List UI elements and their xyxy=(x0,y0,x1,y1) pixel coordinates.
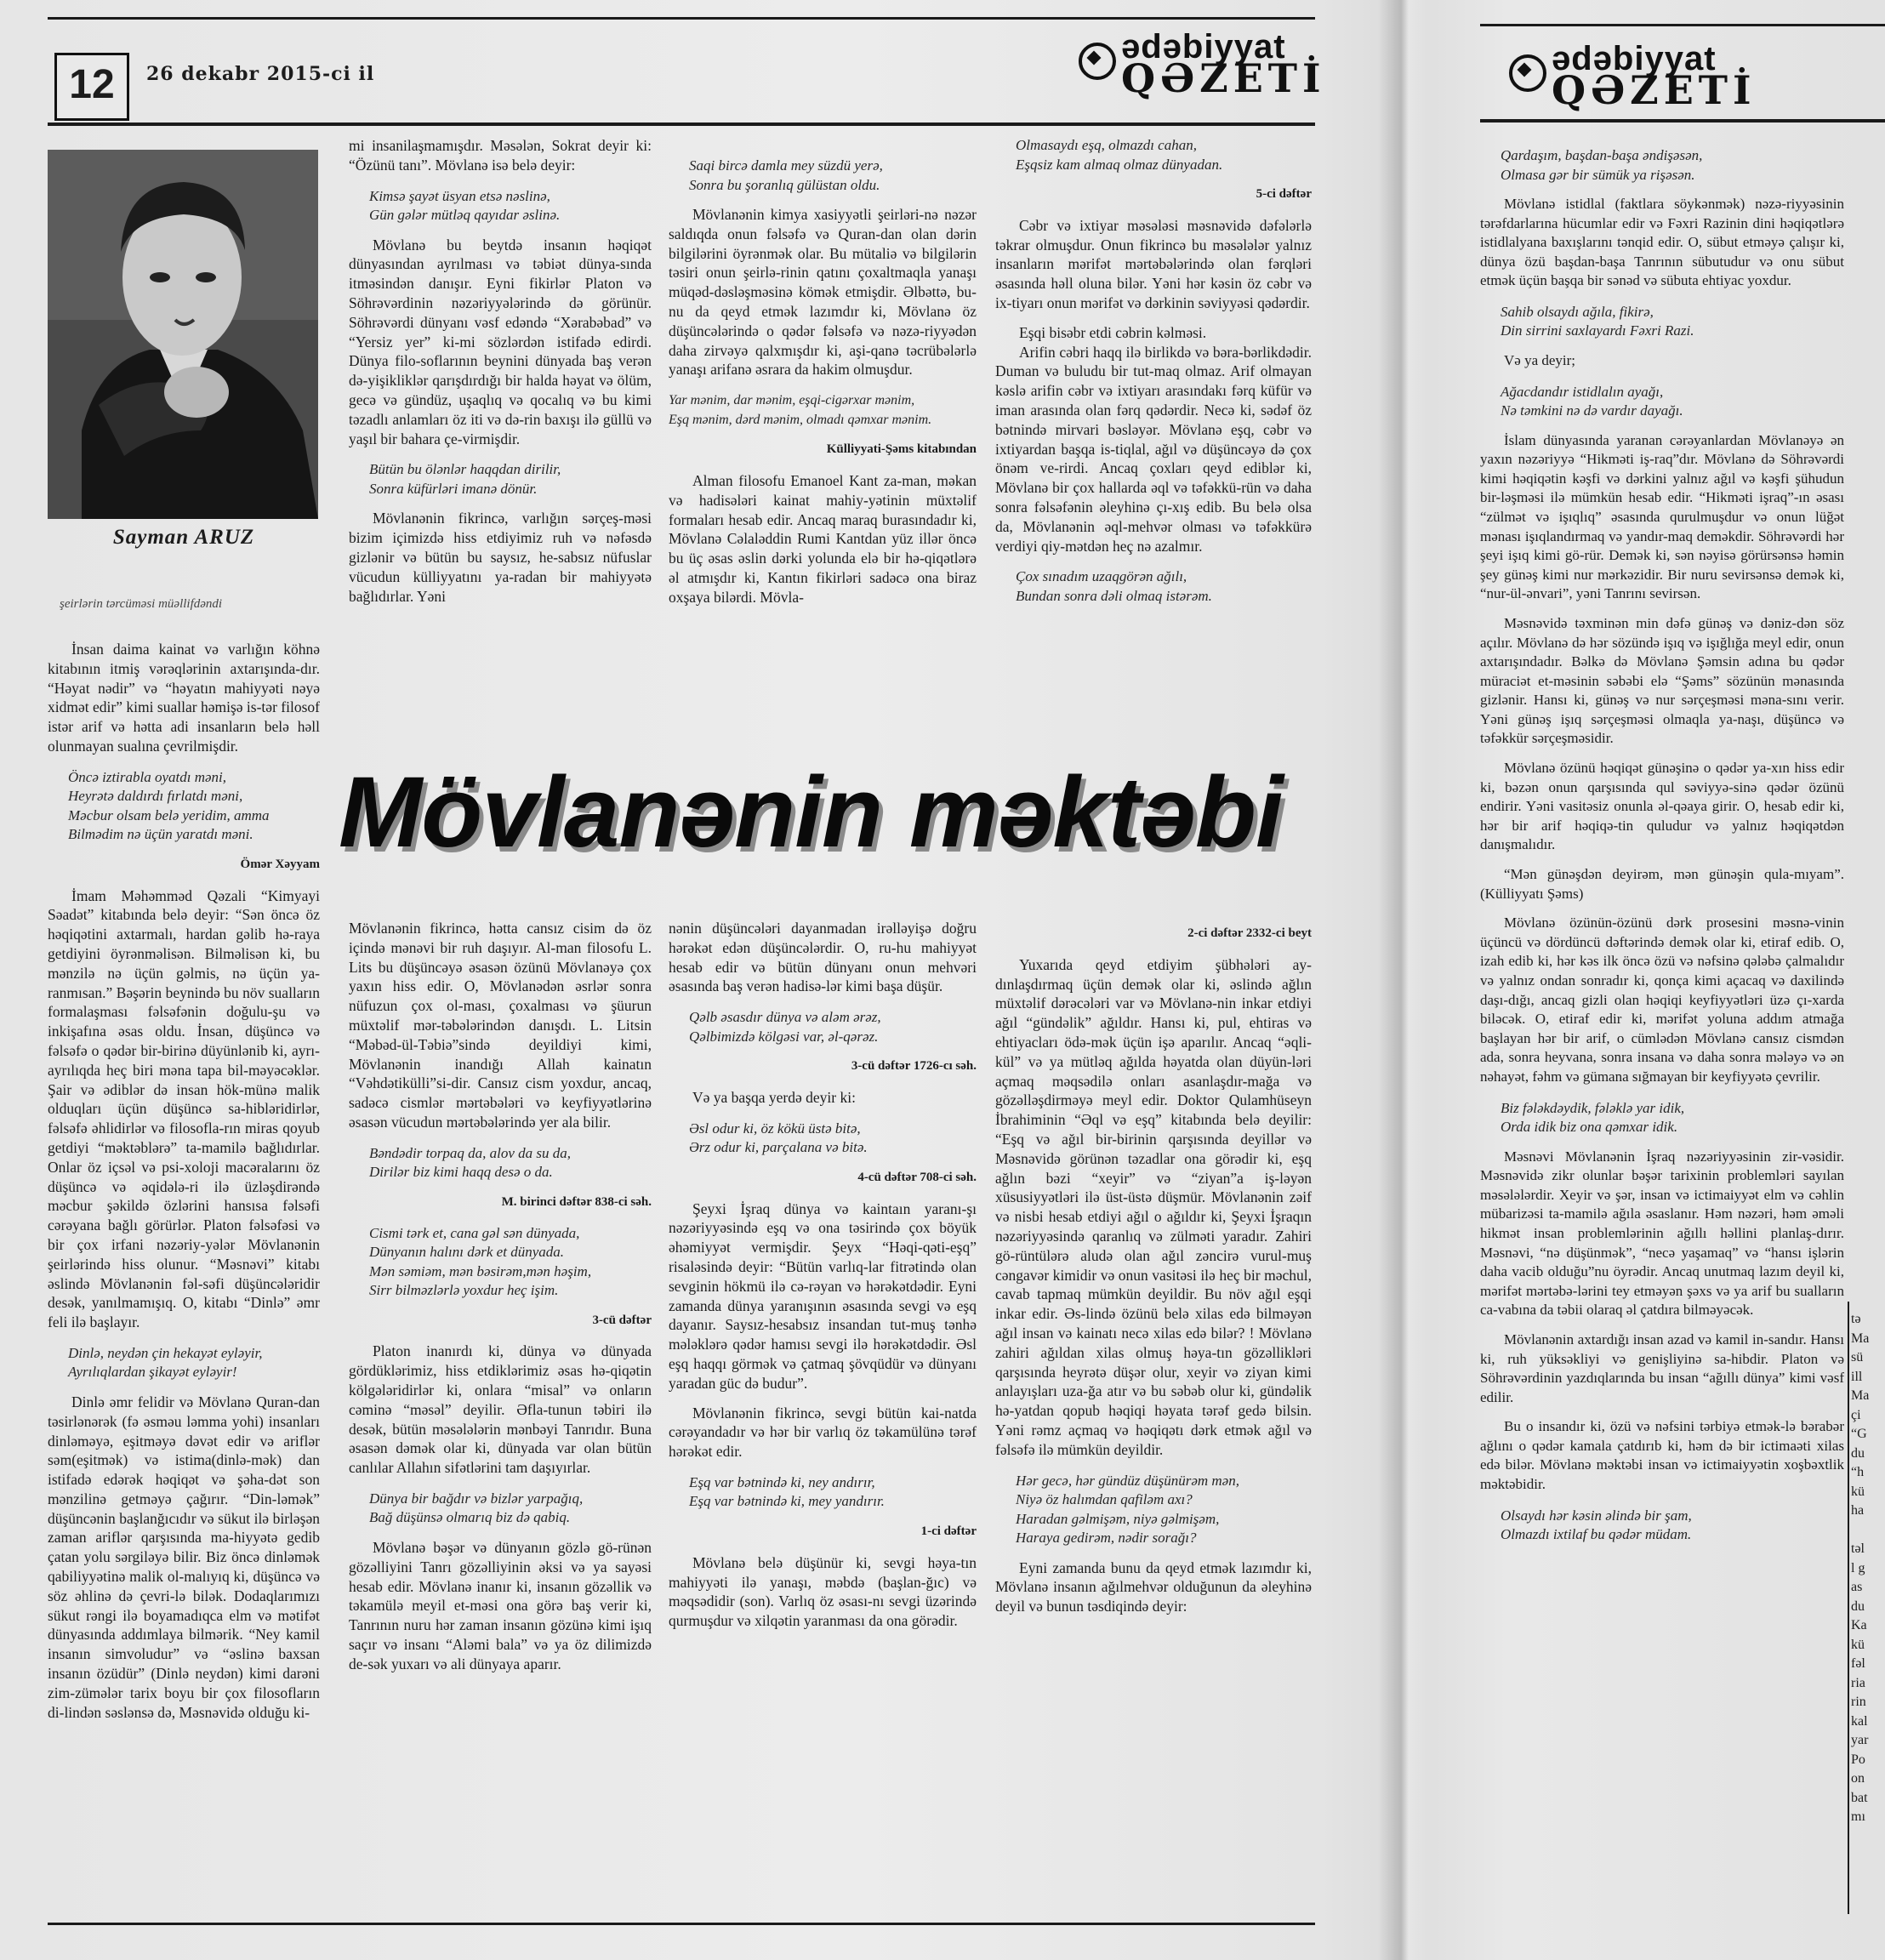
logo-emblem-icon xyxy=(1079,43,1116,80)
poem xyxy=(369,1224,652,1301)
poem xyxy=(1501,383,1844,421)
poem-line: Bundan sonra dəli olmaq istərəm. xyxy=(1016,587,1212,604)
poem xyxy=(369,1144,652,1182)
poem-line: Haraya gedirəm, nədir sorağı? xyxy=(1016,1530,1197,1547)
poem xyxy=(369,187,652,225)
poem-source: M. birinci dəftər 838-ci səh. xyxy=(501,1194,652,1209)
paragraph: Şeyxi İşraq dünya və kaintaın yaranı-şı nəzəriyyəsində eşq və ona təsirində çox böyük əhəmiyyət vermişdir. Şeyx “Həqi-qəti-eşq” risaləsində deyir: “Bütün varlıq-lar fitrətində olan sevginin hökmü ilə cə-rəyan və hərəkətdədir. Eyni zamanda dünya yaranışının əsasında sevgi və eşq dayanır. Saysız-hesabsız insandan tut-muş tənhə mələklərə qədər hamısı sevgi ilə hərəkətdədir. Əsl eşq haqqı görmək və çatmaq şövqüdür və dünyanı yaradan güc də budur”. xyxy=(669,1199,977,1392)
poem-line: Ayrılıqlardan şikayət eyləyir! xyxy=(68,1364,237,1381)
fragment-line: rin xyxy=(1851,1695,1866,1709)
poem-line: Bilmədim nə üçün yaratdı məni. xyxy=(68,826,253,843)
poem-line: Cismi tərk et, cana gəl sən dünyada, xyxy=(369,1224,580,1241)
paragraph: Platon inanırdı ki, dünya və dünyada gördüklərimiz, hiss etdiklərimiz əsas hə-qiqətin kölgələridirlər ki, onlara “misal” və onların cəminə “məsəl” deyilir. Əfla-tunun təbiri ilə desək, bütün məsələlərin mənbəyi Tanrıdır. Buna əsasən dəmək olar ki, dünyada var olan bütün canlılar Allahın sifətlərini tam daşıyırlar. xyxy=(349,1342,652,1477)
poem xyxy=(1016,136,1312,174)
paragraph: Və ya deyir; xyxy=(1504,351,1576,368)
paragraph: Məsnəvi Mövlanənin İşraq nəzəriyyəsinin zir-vəsidir. Məsnəvidə zikr olunlar bəşər tarixinin problemləri sayılan məsələlərdir. Xeyir və şər, insan və ictimaiyyət elm və cəhlin mübarizəsi ta-mamilə ağıla əsaslanır. Həm nəzəri, həm əməli hikmət insan problemlərinin ağıllı həllini planlaş-dırır. Məsnəvi, “nə düşünmək”, “necə yaşamaq” və “hansı işlərin daha vacib olduğu”nu öyrədir. Ancaq unutmaq lazım deyil ki, mərifət mərtəbə-lərini tey etməyən şəxs və ya arif bu sualların ca-vabına da təbii olaraq əl çatdıra bilməyəcək. xyxy=(1480,1148,1844,1319)
poem-line: Biz fələkdəydik, fələklə yar idik, xyxy=(1501,1099,1685,1116)
poem-line: Din sirrini saxlayardı Fəxri Razi. xyxy=(1501,322,1694,339)
poem-source: 3-cü dəftər xyxy=(592,1313,652,1327)
poem-line: Qardaşım, başdan-başa əndişəsən, xyxy=(1501,147,1703,163)
paragraph: Mövlanə özünün-özünü dərk prosesini məsnə-vinin üçüncü və dördüncü dəftərində demək olar ki, etiraf edib. O, izah edib ki, hər kəs ilk öncə özü və nəfsinə qələbə çalmalıdır və yalnız ondan sonradır ki, qonça kimi açacaq və daxilində daşı-dığı, ancaq gizli olan həqiqi keyfiyyətləri üzə çı-xarda biləcək. O, etiraf edir ki, mərifət yoluna addım atmağa başlayan hər bir arif, o cümlədən Mövlanə cansız cismdən ada, sonra heyvana, sonra insana və daha sonra mələyə və ən nəhayət, fəhm və gümana sığmayan bir keyfiyyətə çevrilir. xyxy=(1480,914,1844,1085)
top-rule xyxy=(48,17,1315,20)
page-fold-shadow xyxy=(1378,0,1429,1960)
issue-date: 26 dekabr 2015-ci il xyxy=(146,63,375,85)
paragraph: Dinlə əmr felidir və Mövlanə Quran-dan təsirlənərək (fə əsməu ləmma yohi) insanları dinləməyə, eşitməyə dəvət edir və ariflər səm(eşitmək) və istima(dinlə-mək) dan istifadə edərək həqiqət və şəha-dət son mənzilinə getməyə çağırır. “Din-ləmək” düşüncənin başlanğıcıdır və sükut ilə birləşən zaman ariflər qarşısında ma-hiyyətə gedib çatan yolu sərgiləyə bilir. Biz öncə dinləmək qabiliyyətinə malik ol-malıyıq ki, düşüncə və söz əhlinə də çevri-lə bilək. Dodaqlarımızı sükut rəngi ilə boyamadıqca elm və mətifət dünyasında addımlaya bilmərik. “Ney kamil insanın simvoludur” və “əslinə baxsan insanın özüdür” (Dinlə neydən) kimi darəni zim-zümələr tarix boyu bir çox filosofların di-lindən səslənsə də, Məsnəvidə olduğu ki- xyxy=(48,1393,320,1721)
column-3 xyxy=(669,136,977,749)
fragment-line: as xyxy=(1851,1580,1863,1594)
poem-line: Olsaydı hər kəsin əlində bir şam, xyxy=(1501,1507,1692,1524)
fragment-line: fəl xyxy=(1851,1656,1865,1671)
page-number: 12 xyxy=(54,53,129,121)
poem-line: Qəlbimizdə kölgəsi var, əl-qərəz. xyxy=(689,1028,879,1045)
fragment-line: “h xyxy=(1851,1465,1865,1479)
poem-line: Bağ düşünsə olmarıq biz də qabiq. xyxy=(369,1509,571,1526)
column-8 xyxy=(1480,146,1844,1924)
fragment-line: du xyxy=(1851,1598,1865,1614)
paragraph: Arifin cəbri haqq ilə birlikdə və bəra-bərlikdədir. Duman və buludu bir tut-maq olmaz. Arif olmayan kəslə arifin cəbr və ixtiyarı arasındakı fərq küfür və iman arasında olan fərq qədərdir. Necə ki, sədəf öz bətnində mirvari bəsləyər. Mövlanə eşq, cəbr və ixtiyardan başqa is-tiqlal, ağıl və düşüncəyə də çox önəm ve-rirdi. Ancaq çoxları qeyd ediblər ki, Mövlanə bir çox hallarda əql və təfəkkü-rün və daha sonra fəlsəfənin əleyhinə çı-xış edib. Bu belə olsa da, Mövlanənin əql-mehvər olması və təfəkkürə verdiyi qiy-mətdən heç nə azalmır. xyxy=(995,343,1312,555)
poem-source: Külliyyati-Şəms kitabından xyxy=(826,442,977,457)
column-4 xyxy=(995,136,1312,749)
paragraph: Bu o insandır ki, özü və nəfsini tərbiyə etmək-lə bərabər ağlını o qədər kamala çatdırıb ki, həm də bir ictimaəti xilas edə bilər. Mövlanə məktəbi insan və ictimaiyyətin xoşbəxtlik məktəbidir. xyxy=(1480,1418,1844,1493)
fragment-line: ha xyxy=(1851,1503,1865,1518)
fragment-line: kü xyxy=(1851,1637,1865,1652)
paragraph: mi insanilaşmamışdır. Məsələn, Sokrat deyir ki: “Özünü tanı”. Mövlanə isə belə deyir: xyxy=(349,137,652,174)
paragraph: İmam Məhəmməd Qəzali “Kimyayi Səadət” kitabında belə deyir: “Sən öncə öz həqiqətini axtarmalı, hardan gəlib hə-raya getdiyini öyrənməlisən. Bilməlisən ki, bu mənzilə nə üçün gəlmis, nə üçün ya-ranmısan.” Bəşərin beynində bu növ sualların formalaşması fəlsəfənin doğulu-şu və inkişafına əsas oldu. İnsan, düşüncə və fəlsəfə o qədər bir-birinə düyünlənib ki, ayrı-ayrılıqda heç biri məna tapa bil-məyəcəklər. Şair və ədiblər də insan hök-münə malik olduqları üçün düşüncə sa-hibləridirlər, fəlsəfə əhlidirlər və filosofla-rın miras qoyub getdiyi “məktəblərə” ta-mamilə bağlıdırlar. Onlar öz içsəl və psi-xoloji macəralarını öz düşüncə və əqidələ-ri ilə üzləşdirəndə məcbur şəkildə özlərini hansısa fəlsəfi cərəyana bağlı görürlər. Platon fəlsəfəsi və bir çox irfani nəzəriy-yələr Mövlanənin şeirlərində hiss olunur. “Məsnəvi” kitabı əslində Mövlanənin fəl-səfi düşüncələridir desək, yanılmamışıq. O, kitabı “Dinlə” əmr feli ilə başlayır. xyxy=(48,886,320,1331)
fragment-line: bat xyxy=(1851,1790,1868,1805)
column-1 xyxy=(48,640,320,1941)
poem-line: Olmazdı ixtilaf bu qədər müdam. xyxy=(1501,1526,1692,1543)
poem xyxy=(689,1473,977,1512)
poem xyxy=(689,1008,977,1046)
poem-line: Sonra bu şoranlıq gülüstan oldu. xyxy=(689,176,880,193)
masthead-logo xyxy=(1121,28,1326,101)
fragment-line: tə xyxy=(1851,1312,1861,1326)
poem-line: Haradan gəlmişəm, niyə gəlmişəm, xyxy=(1016,1510,1220,1527)
header-rule xyxy=(48,122,1315,126)
poem xyxy=(1501,1099,1844,1137)
poem-line: Ərz odur ki, parçalana və bitə. xyxy=(689,1139,868,1156)
paragraph: Alman filosofu Emanoel Kant za-man, məkan və hadisələri kainat mahiy-yətinin müxtəlif formaları hesab edir. Ancaq maraq burasındadır ki, Mövlanə Cəlaləddin Rumi Kantdan yüz illər öncə bu üç əsas əslin dərki yolunda elə bir hə-qiqətlərə əl atmışdır ki, Kantın fikirləri sadəcə ona biraz oxşaya bilərdi. Mövla- xyxy=(669,471,977,606)
poem-line: Bütün bu ölənlər haqqdan dirilir, xyxy=(369,461,561,478)
poem-line: Hər gecə, hər gündüz düşünürəm mən, xyxy=(1016,1472,1239,1489)
poem-source: 4-cü dəftər 708-ci səh. xyxy=(857,1170,977,1184)
paragraph: Məsnəvidə təxminən min dəfə günəş və dəniz-dən söz açılır. Mövlanə də hər sözündə işıq və işığlığa meyl edir, onun axtarışındadır. Bəlkə də Mövlanə Şəmsin adına bu qədər müraciət et-məsinin səbəbi elə “Şəms” sözünün mənasında gizlənir. Hansı ki, günəş və nur sərçeşməsi məna-sını verir. Yəni günəş işıq sərçeşməsi olmaqla ya-naşı, düşüncə və təfəkkür sərçeşməsidir. xyxy=(1480,614,1844,747)
poem-line: Saqi bircə damla mey süzdü yerə, xyxy=(689,157,883,174)
poem-line: Olmasaydı eşq, olmazdı cahan, xyxy=(1016,137,1197,153)
author-name: Sayman ARUZ xyxy=(112,526,255,549)
fragment-line: on xyxy=(1851,1771,1865,1786)
paragraph: Mövlanə bəşər və dünyanın gözlə gö-rünən gözəlliyini Tanrı gözəlliyinin əksi və ya sayəsi hesab edir. Mövlanə inanır ki, insanın gözəllik və təkamülə meyil et-məsi ona görə baş verir ki, Tanrının nuru hər zaman insanın gözünə kimi işıq saçır və insanı “Aləmi bala” və ya öz dilimizdə de-sək yuxarı və ali dünyaya aparır. xyxy=(349,1538,652,1672)
paragraph: Mövlanənin fikrincə, varlığın sərçeş-məsi bizim içimizdə hiss etdiyimiz ruh və nəfəsdə gizlənir və bütün bu saysız, he-sabsız nüfuslar vücudun külliyyatını ya-radan bir mahiyyətə bağlıdırlar. Yəni xyxy=(349,510,652,605)
paragraph: Cəbr və ixtiyar məsələsi məsnəvidə dəfələrlə təkrar olmuşdur. Onun fikrincə bu məsələlər yalnız insanların mərifət mərtəbələrində olan fərqləri əsasında həll oluna bilər. Yəni hər kəsin öz cəbr və ix-tiyarı onun mərifət və dərkinin səviyyəsi qədərdir. xyxy=(995,216,1312,311)
poem-line: Kimsə şayət üsyan etsə nəslinə, xyxy=(369,187,550,204)
fragment-line: l g xyxy=(1851,1560,1865,1575)
poem-line: Ağacdandır istidlalın ayağı, xyxy=(1501,383,1664,400)
poem-line: Məcbur olsam belə yeridim, amma xyxy=(68,806,270,823)
bottom-rule xyxy=(48,1923,1315,1925)
author-photo xyxy=(48,150,318,519)
poem xyxy=(1501,1507,1844,1545)
poem xyxy=(369,1490,652,1528)
fragment-line xyxy=(1851,1521,1885,1541)
paragraph: Yuxarıda qeyd etdiyim şübhələri ay-dınlaşdırmaq üçün demək olar ki, əslində ağlın müxtəlif dərəcələri var və Mövlanə-nin inkar etdiyi ağıl “gündəlik” ağıldır. Hansı ki, pul, ehtiras və ehtiyacları ödə-mək üçün işə aparılır. Ancaq “əqli-kül” və ya mütləq ağılda həyatda olan düyün-ləri açmaq məqsədilə onları asanlaşdır-mağa və gözəlləşdirməyə meyl edir. Doktor Qulamhüseyn İbrahiminin “Əql və eşq” kitabında belə deyilir: “Eşq və ağıl bir-birinin qarşısında deyillər və Məsnəvidə görünən təzadlar ona görədir ki, eşq ağlın bəzi “xeyir” və “ziyan”a iş-ləyən xüsusiyyətləri ilə üst-üstə düşmür. Mövlanənin zəif və nisbi hesab etdiyi ağıl o ağıldır ki, Şeyxi İşraqın nəzəriyyəsində qaranlıq və zülməti yaradır. Zahiri gö-rüntülərə aludə olan ağıl zəncirə vurul-muş cəngavər kimidir və onun vasitəsi ilə heç bir məchul, cavab tapmaq mümkün deyildir. Bu növ ağıl eşqi inkar edir. Əs-lində özünü belə xilas edə bilməyən ağıl insan və kainatı necə xilas edə bilər? ! Mövlanə zahiri ağıldan xilas olmuş həya-tın gözəllikləri qarşısında heyrətə düşər olur, xeyir və ziyan kimi anlayışları uza-ğa atır və bu səbəb olur ki, gündəlik hə-yatdan qopub həqiqi həyata tərəf gedə bilsin. Yəni rəmz açmaq və həqiqətı dərk etmək ağıl və fəlsəfə ilə mümkün deyildir. xyxy=(995,955,1312,1458)
column-6 xyxy=(669,919,977,1940)
poem-line: Sirr bilməzlərlə yoxdur heç işim. xyxy=(369,1282,559,1299)
poem-line: Mən səmiəm, mən bəsirəm,mən həşim, xyxy=(369,1262,592,1279)
poem-line: Gün gələr mütləq qayıdar əslinə. xyxy=(369,207,561,224)
poem-line: Eşq var bətnində ki, mey yandırır. xyxy=(689,1493,885,1510)
poem-line: Bəndədir torpaq da, alov da su da, xyxy=(369,1144,572,1161)
fragment-line: Ma xyxy=(1851,1388,1870,1403)
poem-line: Heyrətə daldırdı fırlatdı məni, xyxy=(68,788,243,805)
fragment-line: mı xyxy=(1851,1809,1865,1824)
poem xyxy=(369,460,652,499)
fragment-line: Po xyxy=(1851,1752,1865,1767)
header-rule-right xyxy=(1480,119,1885,122)
author-portrait-image xyxy=(48,150,318,519)
fragment-line: Ma xyxy=(1851,1330,1870,1346)
poem-line: Yar mənim, dar mənim, eşqi-cigərxar mənim, xyxy=(669,393,915,408)
poem-line: Əsl odur ki, öz kökü üstə bitə, xyxy=(689,1120,861,1137)
paragraph: Eşqi bisəbr etdi cəbrin kəlməsi. xyxy=(1019,323,1207,341)
poem-source: 1-ci dəftər xyxy=(920,1524,977,1538)
poem-line: Dinlə, neydən çin hekayət eyləyir, xyxy=(68,1344,263,1361)
paragraph: Mövlanə özünü həqiqət günəşinə o qədər ya-xın hiss edir ki, bəzən onun qarşısında qul səviyyə-sinə qədər özünü endirir. Yəni vasitəsiz onunla əl-qəaya girir. O, hesab edir ki, hər bir arif həqiqə-tin quludur və yalnız həqiqətdən danışmalıdır. xyxy=(1480,760,1844,853)
poem-line: Eşq mənim, dərd mənim, olmadı qəmxar mənim. xyxy=(669,412,932,427)
fragment-line: kal xyxy=(1851,1713,1868,1729)
poem-line: Eşq var bətnində ki, ney andırır, xyxy=(689,1473,875,1490)
poem-line: Sahib olsaydı ağıla, fikirə, xyxy=(1501,303,1654,320)
poem-source: Ömər Xəyyam xyxy=(240,857,320,871)
fragment-line: “G xyxy=(1851,1427,1867,1441)
paragraph: Mövlanənin fikrincə, sevgi bütün kai-natda cərəyandadır və hər bir varlıq öz təkamülünə tərəf hərəkət edir. xyxy=(669,1404,977,1461)
fragment-line: təl xyxy=(1851,1541,1865,1556)
paragraph: Mövlanə istidlal (faktlara söykənmək) nəzə-riyyəsinin tərəfdarlarına hücumlar edir və Fəxri Razinin dini həqiqətlərə istidlalyana baxışlarını tənqid edir. O, sübut etməyə çalışır ki, dünya özü başdan-başa Tanrının sübutudur və onu sübut etmək üçün başqa bir sənəd və sübuta ehtiyac yoxdur. xyxy=(1480,196,1844,289)
poem xyxy=(1016,1472,1312,1548)
poem-source: 2-ci dəftər 2332-ci beyt xyxy=(1187,926,1312,940)
poem-line: Dünya bir bağdır və bizlər yarpağıq, xyxy=(369,1490,584,1507)
poem xyxy=(669,391,977,430)
fragment-line: çi xyxy=(1851,1407,1861,1422)
author-role: şeirlərin tərcüməsi müəllifdəndi xyxy=(60,597,223,611)
column-2 xyxy=(349,136,652,749)
paragraph: Mövlanənin fikrincə, hətta cansız cisim də öz içində mənəvi bir ruh daşıyır. Al-man filosofu L. Lits bu düşüncəyə əsasən özünü Mövlanəyə çox yaxın hiss edir. O, Mövlanədən əsrlər sonra nüfuzun çox ol-ması, çoxalması və şüurun müxtəlif mər-təbələrindən danışdı. L. Litsin “Məbəd-ül-Təbiə”sində deyildiyi kimi, Mövlanənin inandığı Allah kainatın “Vəhdətikülli”si-dir. Cansız cism yoxdur, ancaq, sadəcə cismlər mərtəbələri və keyfiyyətlərinə əsasən vücudun mərtəbələrində yer ala bilir. xyxy=(349,920,652,1131)
poem xyxy=(689,157,977,195)
paragraph: Mövlanə bu beytdə insanın həqiqət dünyasından ayrılması və təbiət dünya-sında itməsindən danışır. Eyni fikirlər Platon və Söhrəvərdinin nəzəriyyələrində də görünür. Söhrəvərdi dünyanı vəsf edəndə “Xərabəbad” və “Yersiz yer” ki-mi sözlərdən istifadə edirdi. Dünya filo-soflarının beynini dünyada baş verən də-yişikliklər qarışdırdığı bir halda həyat və ölüm, gecə və gündüz, uşaqlıq və qocalıq və bu kimi təzadlı anlamları öz iti və də-rin baxışı ilə güllü və yaşıl bir bahara çe-virmişdir. xyxy=(349,236,652,447)
poem-line: Qəlb əsasdır dünya və aləm ərəz, xyxy=(689,1009,881,1026)
paragraph: Eyni zamanda bunu da qeyd etmək lazımdır ki, Mövlanə insanın ağılmehvər olduğunun da əleyhinə deyil və bunun təsdiqində deyir: xyxy=(995,1558,1312,1615)
logo-line-1: ədəbiyyat xyxy=(1121,28,1286,66)
masthead-logo-right xyxy=(1552,40,1757,113)
paragraph: “Mən günəşdən deyirəm, mən günəşin qula-mıyam”. (Külliyyatı Şəms) xyxy=(1480,866,1844,902)
paragraph: Mövlanə belə düşünür ki, sevgi həya-tın mahiyyəti ilə yanaşı, məbdə (başlan-ğıc) və məqsədidir (son). Varlıq öz əsası-nı sevgi üzərində qurmuşdur və xilqətin yaranması da ona görədir. xyxy=(669,1553,977,1630)
logo-line-2: QƏZETİ xyxy=(1552,67,1757,113)
logo-emblem-icon xyxy=(1509,54,1546,92)
logo-line-2: QƏZETİ xyxy=(1121,55,1326,101)
column-7 xyxy=(995,919,1312,1940)
paragraph: Mövlanənin axtardığı insan azad və kamil in-sandır. Hansı ki, ruh yüksəkliyi və genişliyinə sa-hibdir. Platon və Söhrəvərdinin yazdıqlarında bu insan “ağıllı dünya” kimi vəsf edilir. xyxy=(1480,1330,1844,1405)
paragraph: nənin düşüncələri dayanmadan irəlləyişə doğru hərəkət edən düşüncələrdir. O, ru-hu mahiyyət hesab edir və bütün dünyanı onun mehvəri əsasında baş verən hadisə-lər kimi başa düşür. xyxy=(669,920,977,995)
poem-source: 5-ci dəftər xyxy=(1256,187,1312,201)
fragment-line: kü xyxy=(1851,1484,1865,1499)
poem-line: Dirilər biz kimi haqq desə o da. xyxy=(369,1164,553,1181)
logo-line-1: ədəbiyyat xyxy=(1552,40,1717,77)
fragment-line: ria xyxy=(1851,1675,1865,1690)
article-headline: Mövlanənin məktəbi xyxy=(339,756,1283,869)
adjacent-column-rule xyxy=(1848,1302,1849,1914)
fragment-line: yar xyxy=(1851,1733,1869,1747)
poem xyxy=(1501,146,1844,185)
fragment-line: sü xyxy=(1851,1350,1864,1365)
poem xyxy=(1016,567,1312,606)
column-5 xyxy=(349,919,652,1940)
paragraph: Və ya başqa yerdə deyir ki: xyxy=(692,1088,856,1106)
poem-line: Çox sınadım uzaqgörən ağılı, xyxy=(1016,568,1187,585)
poem-line: Öncə iztirabla oyatdı məni, xyxy=(68,768,227,785)
poem xyxy=(68,768,320,845)
fragment-line: Ka xyxy=(1851,1618,1867,1632)
poem-line: Orda idik biz ona qəmxar idik. xyxy=(1501,1119,1678,1136)
poem-line: Sonra küfürləri imanə dönür. xyxy=(369,480,538,497)
paragraph: Mövlanənin kimya xasiyyətli şeirləri-nə nəzər saldıqda onun fəlsəfə və Quran-dan olan dərin bilgilərini öyrənmək olar. Bu mütaliə və bilgilərin təsiri onun şeirlə-rinin qatını çoxaltmaqla yanaşı müqəd-dəsləşməsinə kömək etmişdir. Əlbəttə, bu-nu da qeyd etmək lazımdır ki, Mövlanə öz düşüncələrində o qədər fəlsəfə və nəzə-riyyədən daha zirvəyə qalxmışdır ki, aşi-qanə təcrübələrlə yanaşı arifanə əsrara da hakim olmuşdur. xyxy=(669,206,977,379)
top-rule-right xyxy=(1480,24,1885,26)
fragment-line: du xyxy=(1851,1445,1865,1461)
poem-line: Olmasa gər bir sümük ya rişəsən. xyxy=(1501,166,1695,183)
poem xyxy=(689,1120,977,1158)
fragment-line: ill xyxy=(1851,1369,1863,1384)
adjacent-column-fragment xyxy=(1851,1310,1885,1827)
poem-line: Dünyanın halını dərk et dünyada. xyxy=(369,1244,564,1261)
poem-line: Eşqsiz kam almaq olmaz dünyadan. xyxy=(1016,156,1223,173)
poem xyxy=(68,1344,320,1382)
poem xyxy=(1501,303,1844,341)
paragraph: İslam dünyasında yaranan cərəyanlardan Mövlanəyə ən yaxın nəzəriyyə “Hikməti iş-raq”dır. Mövlanə də Söhrəvərdi kimi həqiqətin kəşfi və dərkini yalnız ağıl və kəşfi şühudun bir-ləşməsi ilə mümkün hesab edir. “Hikməti işraq”-ın əsası “zülmət və işıqlıq” əsasında qurulmuşdur və onun lüğət mənası işıqlandırmaq və yandır-maq deməkdir. Söhrəvərdi hər şeyi işıq kimi gö-rür. Demək ki, sən nəyisə görürsənsə həmin şey günəş kimi nur mərkəzidir. Bir nuru sevirsənsə demək ki, “nur-ül-ənvari”, yəni Tanrını sevirsən. xyxy=(1480,431,1844,602)
paragraph: İnsan daima kainat və varlığın köhnə kitabının itmiş vərəqlərinin axtarışında-dır. “Həyat nədir” və “həyatın mahiyyəti nəyə xidmət edir” kimi suallar həmişə is-tər filosof istər arif və hətta adi insanların belə həll olunmayan sualına çevrilmişdir. xyxy=(48,641,320,755)
poem-line: Niyə öz halımdan qafiləm axı? xyxy=(1016,1491,1193,1508)
poem-source: 3-cü dəftər 1726-cı səh. xyxy=(851,1059,977,1074)
poem-line: Nə təmkini nə də vardır dayağı. xyxy=(1501,402,1683,419)
